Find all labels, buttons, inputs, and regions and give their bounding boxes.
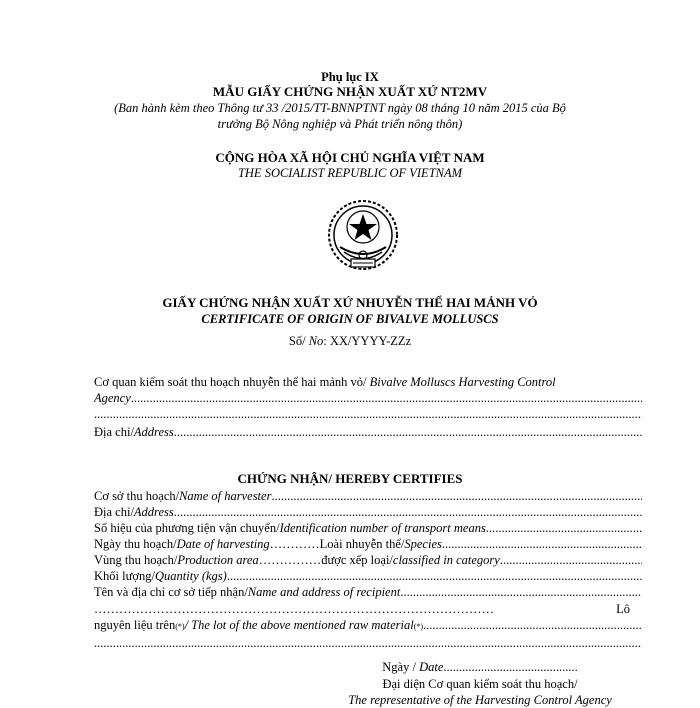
raw-material-label-en: / The lot of the above mentioned raw material [184, 618, 414, 632]
harvester-address-field[interactable] [94, 505, 642, 520]
certificate-number [0, 334, 700, 349]
classified-label: được xếp loại/ [321, 553, 393, 567]
certificate-title-vn: GIẤY CHỨNG NHẬN XUẤT XỨ NHUYỄN THỂ HAI MẢNH VỎ [162, 295, 538, 310]
transport-field[interactable] [94, 521, 642, 536]
harvest-date-species-field[interactable] [94, 537, 642, 552]
signature-date[interactable]: Ngày / Date........................................... [382, 660, 578, 674]
national-emblem-icon [320, 197, 406, 277]
agency-address-field[interactable] [94, 425, 642, 440]
recipient-label: Tên và địa chỉ cơ sở tiếp nhận/ [94, 585, 248, 599]
recipient-label-en: Name and address of recipient [247, 585, 401, 599]
species-label-en: Species [404, 537, 442, 551]
certificate-number-label: Số/ [288, 334, 309, 348]
transport-label: Số hiệu của phương tiện vận chuyển/ [94, 521, 280, 535]
raw-material-label: nguyên liệu trên [94, 618, 176, 632]
certificate-number-value: : XX/YYYY-ZZz [323, 334, 412, 348]
issued-note-line1: (Ban hành kèm theo Thông tư 33 /2015/TT-BNNPTNT ngày 08 tháng 10 năm 2015 của Bộ [114, 101, 566, 115]
harvest-date-label-en: Date of harvesting [176, 537, 270, 551]
production-area-label: Vùng thu hoạch/ [94, 553, 178, 567]
signature-rep-vn: Đại diện Cơ quan kiểm soát thu hoạch/ [382, 677, 578, 691]
agency-address-label-en: Address [133, 425, 174, 439]
classified-label-en: classified in category [392, 553, 500, 567]
production-area-label-en: Production area [177, 553, 259, 567]
form-title: MẪU GIẤY CHỨNG NHẬN XUẤT XỨ NT2MV [212, 84, 488, 99]
production-area-field[interactable] [94, 553, 642, 568]
harvest-date-dots: ………… [269, 537, 320, 551]
lot-label: Lô [616, 602, 630, 616]
signature-date-label: Ngày / [382, 660, 420, 674]
agency-label-en: Bivalve Molluscs Harvesting Control [369, 375, 556, 389]
harvester-field[interactable] [94, 489, 642, 504]
quantity-label: Khối lượng/ [94, 569, 155, 583]
quantity-label-en: Quantity (kgs) [154, 569, 227, 583]
agency-field[interactable] [94, 391, 642, 406]
raw-material-field[interactable] [94, 618, 642, 634]
harvester-label: Cơ sở thu hoạch/ [94, 489, 180, 503]
harvest-date-label: Ngày thu hoạch/ [94, 537, 177, 551]
agency-line [94, 375, 642, 390]
state-name-vn: CỘNG HÒA XÃ HỘI CHỦ NGHĨA VIỆT NAM [215, 150, 485, 165]
raw-material-footnote: (*) [175, 622, 185, 631]
transport-label-en: Identification number of transport means [279, 521, 486, 535]
lot-field[interactable] [94, 602, 642, 617]
certificate-number-label-en: No [308, 334, 324, 348]
species-label: Loài nhuyễn thể/ [319, 537, 405, 551]
signature-rep-en: The representative of the Harvesting Control Agency [348, 693, 612, 707]
certifies-heading: CHỨNG NHẬN/ HEREBY CERTIFIES [237, 471, 463, 486]
harvester-address-label: Địa chỉ/ [94, 505, 134, 519]
raw-material-footnote-2: (*) [413, 622, 424, 631]
appendix-label: Phụ lục IX [321, 70, 379, 84]
harvester-address-label-en: Address [133, 505, 174, 519]
raw-material-field-line2[interactable] [94, 636, 642, 651]
agency-label-vn: Cơ quan kiểm soát thu hoạch nhuyễn thể hai mảnh vỏ/ [94, 375, 370, 389]
lot-dots: …………………………………………………………………………………… [94, 602, 494, 616]
issued-note-line2: trưởng Bộ Nông nghiệp và Phát triển nông thôn) [217, 117, 463, 131]
agency-field-line2[interactable] [94, 407, 642, 422]
signature-date-label-en: Date [419, 660, 444, 674]
agency-address-label: Địa chỉ/ [94, 425, 134, 439]
production-area-dots: …………… [258, 553, 322, 567]
certificate-title-en: CERTIFICATE OF ORIGIN OF BIVALVE MOLLUSCS [201, 312, 499, 326]
recipient-field[interactable] [94, 585, 642, 600]
state-name-en: THE SOCIALIST REPUBLIC OF VIETNAM [237, 166, 463, 180]
agency-label-en-cont: Agency [94, 391, 131, 405]
quantity-field[interactable] [94, 569, 642, 584]
harvester-label-en: Name of harvester [179, 489, 272, 503]
